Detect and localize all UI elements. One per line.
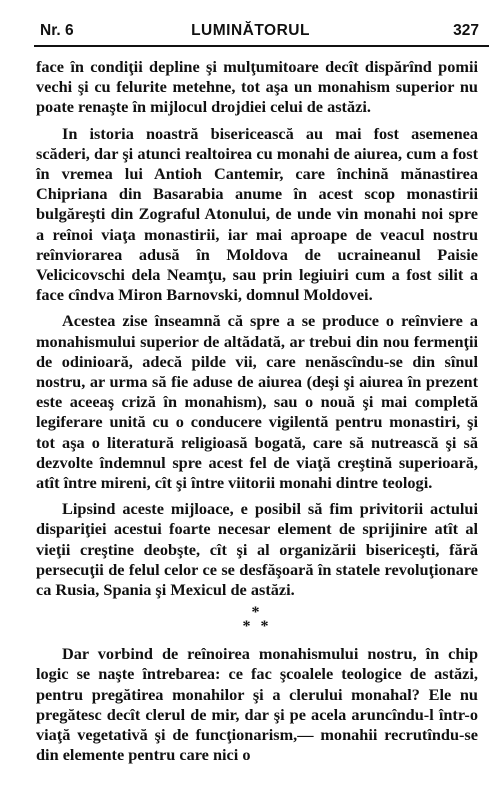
running-header xyxy=(18,22,483,44)
paragraph: In istoria noastră bisericească au mai fost asemenea scăderi, dar şi atunci realtoirea cu monahi de aiurea, cum a fost în vremea lui Antioh Cantemir, care închină mănastirea Chipriana din Basarabia anume în acest scop monastirii bulgăreşti din Zograful Atonului, de unde vin monahi noi spre a reînoi viaţa monastirii, iar mai aproape de veacul nostru reînviorarea adusă în Moldova de ucraineanul Paisie Velicicovschi dela Neamţu, sau prin legiuiri cum a fost silit a face cîndva Miron Barnovski, domnul Moldovei. xyxy=(36,123,478,305)
separator-top: * xyxy=(251,604,263,622)
body-text xyxy=(36,57,478,772)
paragraph: Acestea zise înseamnă că spre a se produce o reînviere a monahismului superior de altădată, ar trebui din nou fermenţii de odinioară, adecă pilde vii, care nenăscîndu-se din sînul nostru, ar urma să fie aduse de aiurea (deşi şi aiurea în prezent este aceeaş criză în monahism), sau o nouă şi mai completă legiferare unită cu o conducere vigilentă pentru monastiri, şi tot aşa o literatură religioasă bogată, care să nutrească şi să dezvolte îndemnul spre acest fel de viaţă creştină superioară, atît între mireni, cît şi între viitorii monahi dintre teologi. xyxy=(36,311,478,493)
section-separator xyxy=(36,606,478,634)
page-number: 327 xyxy=(453,22,479,39)
paragraph: Dar vorbind de reînoirea monahismului nostru, în chip logic se naşte întrebarea: ce fac şcoalele teologice de astăzi, pentru pregătirea monahilor şi a clerului monahal? Ele nu pregătesc decît clerul de mir, dar şi pe acela aruncîndu-l într-o viaţă vegetativă şi de funcţionarism,— monahii recrutîndu-se din elemente pentru care nici o xyxy=(36,644,478,765)
paragraph: face în condiţii depline şi mulţumitoare decît dispărînd pomii vechi şi cu felurite metehne, tot aşa un monahism superior nu poate renaşte în mijlocul drojdiei celui de astăzi. xyxy=(36,57,478,117)
paragraph: Lipsind aceste mijloace, e posibil să fim privitorii actului dispariţiei acestui foarte necesar element de sprijinire atît al vieţii creştine deobşte, cît şi al organizării bisericeşti, fără persecuţii de felul celor ce se desfăşoară în statele revoluţionare ca Rusia, Spania şi Mexicul de astăzi. xyxy=(36,499,478,600)
separator-bottom: * * xyxy=(242,618,272,636)
journal-title: LUMINĂTORUL xyxy=(191,22,310,39)
issue-number: Nr. 6 xyxy=(40,22,74,39)
header-rule xyxy=(34,45,489,47)
